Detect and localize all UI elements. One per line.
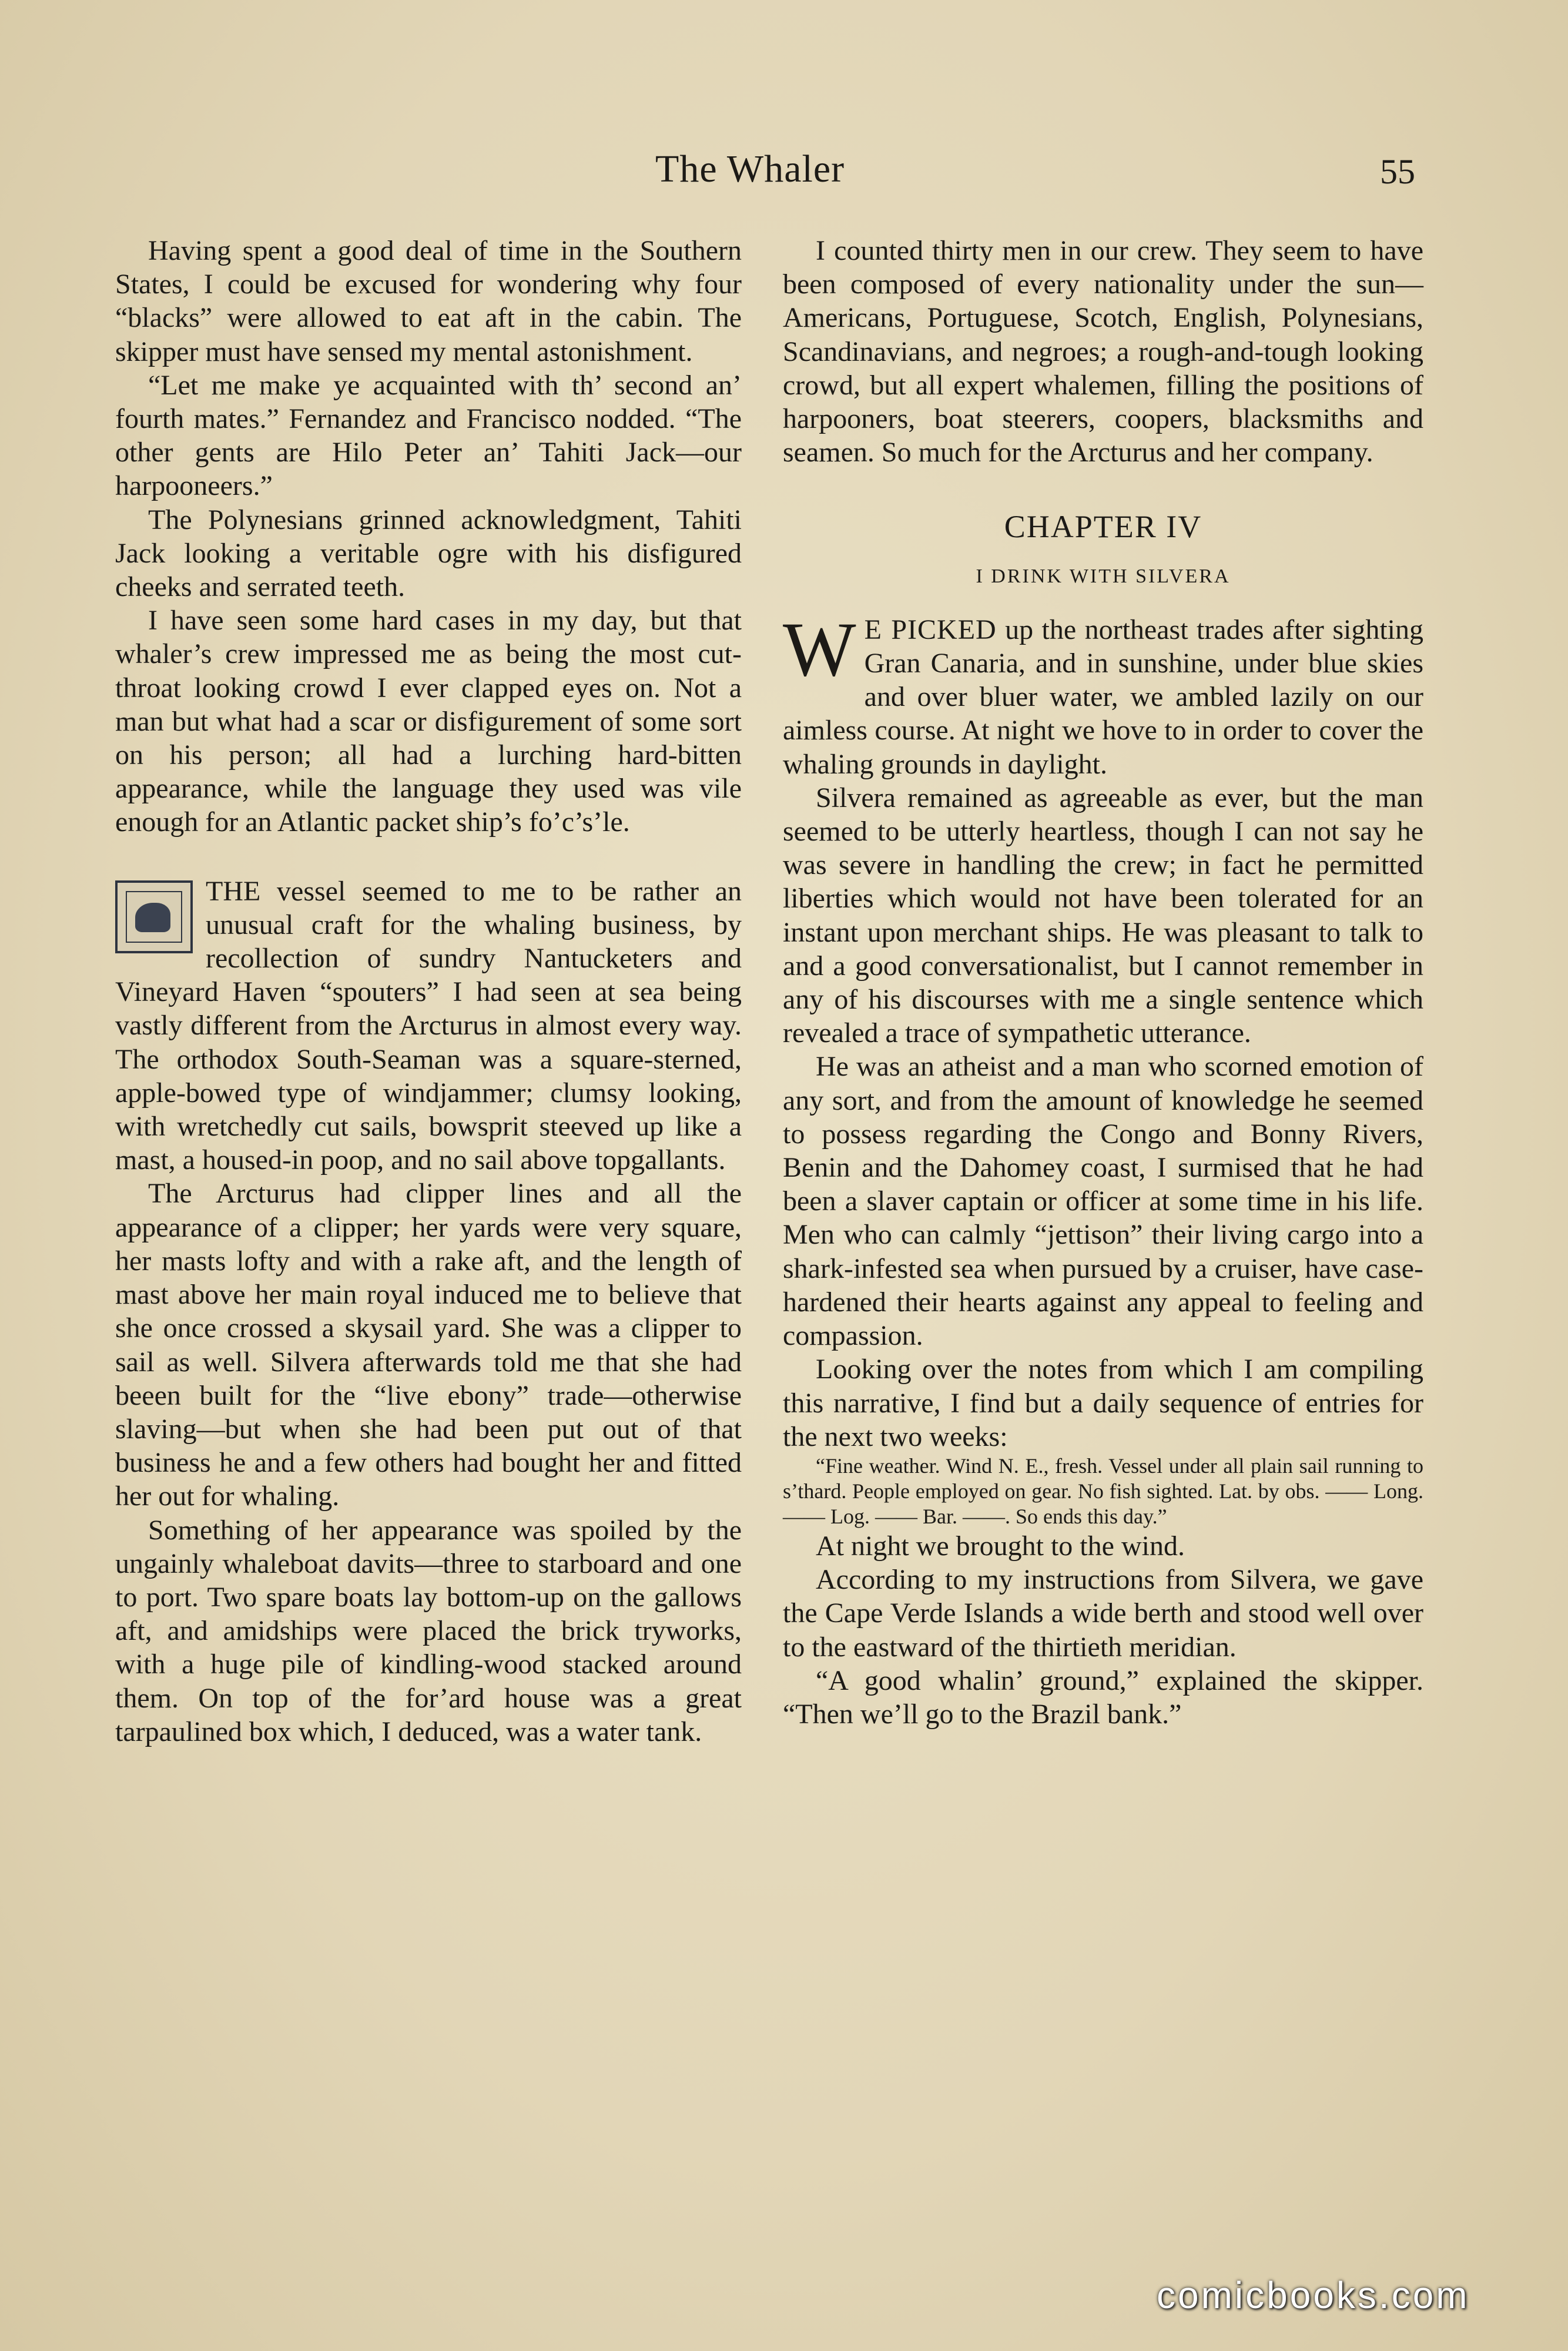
section-lead-text: vessel seemed to me to be rather an unusual craft for the whaling business, by recollection of sundry Nantucketers and Vineyard Haven “spouters” I had seen at sea being vastly different from the Arcturus in almost every way. The orthodox South-Seaman was a square-sterned, apple-bowed type of windjammer; clumsy looking, with wretchedly cut sails, bowsprit steeved up like a mast, a housed-in poop, and no sail above topgallants. — [115, 875, 742, 1176]
watermark: comicbooks.com — [1157, 2274, 1470, 2316]
log-entry-quote: “Fine weather. Wind N. E., fresh. Vessel under all plain sail running to s’thard. People employed on gear. No fish sighted. Lat. by obs. —— Long. —— Log. —— Bar. ——. So ends this day.” — [783, 1454, 1423, 1528]
paragraph: I counted thirty men in our crew. They seem to have been composed of every nationality under the sun—Americans, Portuguese, Scotch, English, Polynesians, Scandinavians, and negroes; a rough-and-tough looking crowd, but all expert whalemen, filling the positions of harpooners, boat steerers, coopers, blacksmiths and seamen. So much for the Arcturus and her company. — [783, 235, 1423, 468]
paragraph: According to my instructions from Silvera, we gave the Cape Verde Islands a wide berth and stood well over to the eastward of the thirtieth meridian. — [783, 1564, 1423, 1663]
right-column — [783, 234, 1423, 1731]
drop-cap: W — [783, 605, 856, 692]
chapter-subtitle: I DRINK WITH SILVERA — [976, 565, 1231, 587]
paragraph: Something of her appearance was spoiled by the ungainly whaleboat davits—three to starboard and one to port. Two spare boats lay bottom-up on the gallows aft, and amidships were placed the brick tryworks, with a huge pile of kindling-wood stacked around them. On top of the for’ard house was a great tarpaulined box which, I deduced, was a water tank. — [115, 1514, 742, 1747]
paragraph: The Arcturus had clipper lines and all the appearance of a clipper; her yards were very square, her masts lofty and with a rake aft, and the length of mast above her main royal induced me to believe that she once crossed a skysail yard. She was a clipper to sail as well. Silvera afterwards told me that she had beeen built for the “live ebony” trade—otherwise slaving—but when she had been put out of that business he and a few others had bought her and fitted her out for whaling. — [115, 1178, 742, 1512]
paragraph: He was an atheist and a man who scorned emotion of any sort, and from the amount of knowledge he seemed to possess regarding the Congo and Bonny Rivers, Benin and the Dahomey coast, I surmised that he had been a slaver captain or officer at some time in his life. Men who can calmly “jettison” their living cargo into a shark-infested sea when pursued by a cruiser, have case-hardened their hearts against any appeal to feeling and compassion. — [783, 1051, 1423, 1352]
chapter-opening-paragraph — [783, 605, 1424, 781]
paragraph: Silvera remained as agreeable as ever, but the man seemed to be utterly heartless, though I can not say he was severe in handling the crew; in fact he permitted liberties which would not have been tolerated for an instant upon merchant ships. He was pleasant to talk to and a good conversationalist, but I cannot remember in any of his discourses with me a single sentence which revealed a trace of sympathetic utterance. — [783, 782, 1423, 1049]
running-header-title: The Whaler — [655, 148, 845, 190]
paragraph: Looking over the notes from which I am compiling this narrative, I find but a daily sequence of entries for the next two weeks: — [783, 1354, 1423, 1452]
opening-small-caps: E PICKED — [864, 614, 997, 645]
decorative-ornament-icon — [115, 880, 193, 953]
paragraph: At night we brought to the wind. — [816, 1530, 1185, 1562]
paragraph: The Polynesians grinned acknowledgment, Tahiti Jack looking a veritable ogre with his disfigured cheeks and serrated teeth. — [115, 504, 742, 603]
opening-text: up the northeast trades after sighting Gran Canaria, and in sunshine, under blue skies and over bluer water, we ambled lazily on our aimless course. At night we hove to in order to cover the whaling grounds in daylight. — [783, 614, 1424, 780]
section-lead-word: THE — [206, 875, 261, 907]
paragraph: “A good whalin’ ground,” explained the skipper. “Then we’ll go to the Brazil bank.” — [783, 1665, 1423, 1730]
page-number: 55 — [1380, 152, 1415, 191]
paragraph: I have seen some hard cases in my day, but that whaler’s crew impressed me as being the most cut-throat looking crowd I ever clapped eyes on. Not a man but what had a scar or disfigurement of some sort on his person; all had a lurching hard-bitten appearance, while the language they used was vile enough for an Atlantic packet ship’s fo’c’s’le. — [115, 605, 742, 838]
chapter-heading: CHAPTER IV — [1004, 509, 1202, 545]
section-lead-paragraph — [115, 875, 742, 1177]
left-column — [115, 234, 742, 1749]
paragraph: “Let me make ye acquainted with th’ second an’ fourth mates.” Fernandez and Francisco nodded. “The other gents are Hilo Peter an’ Tahiti Jack—our harpooneers.” — [115, 369, 742, 502]
paragraph: Having spent a good deal of time in the Southern States, I could be excused for wondering why four “blacks” were allowed to eat aft in the cabin. The skipper must have sensed my mental astonishment. — [115, 235, 742, 367]
section-break — [115, 839, 742, 875]
